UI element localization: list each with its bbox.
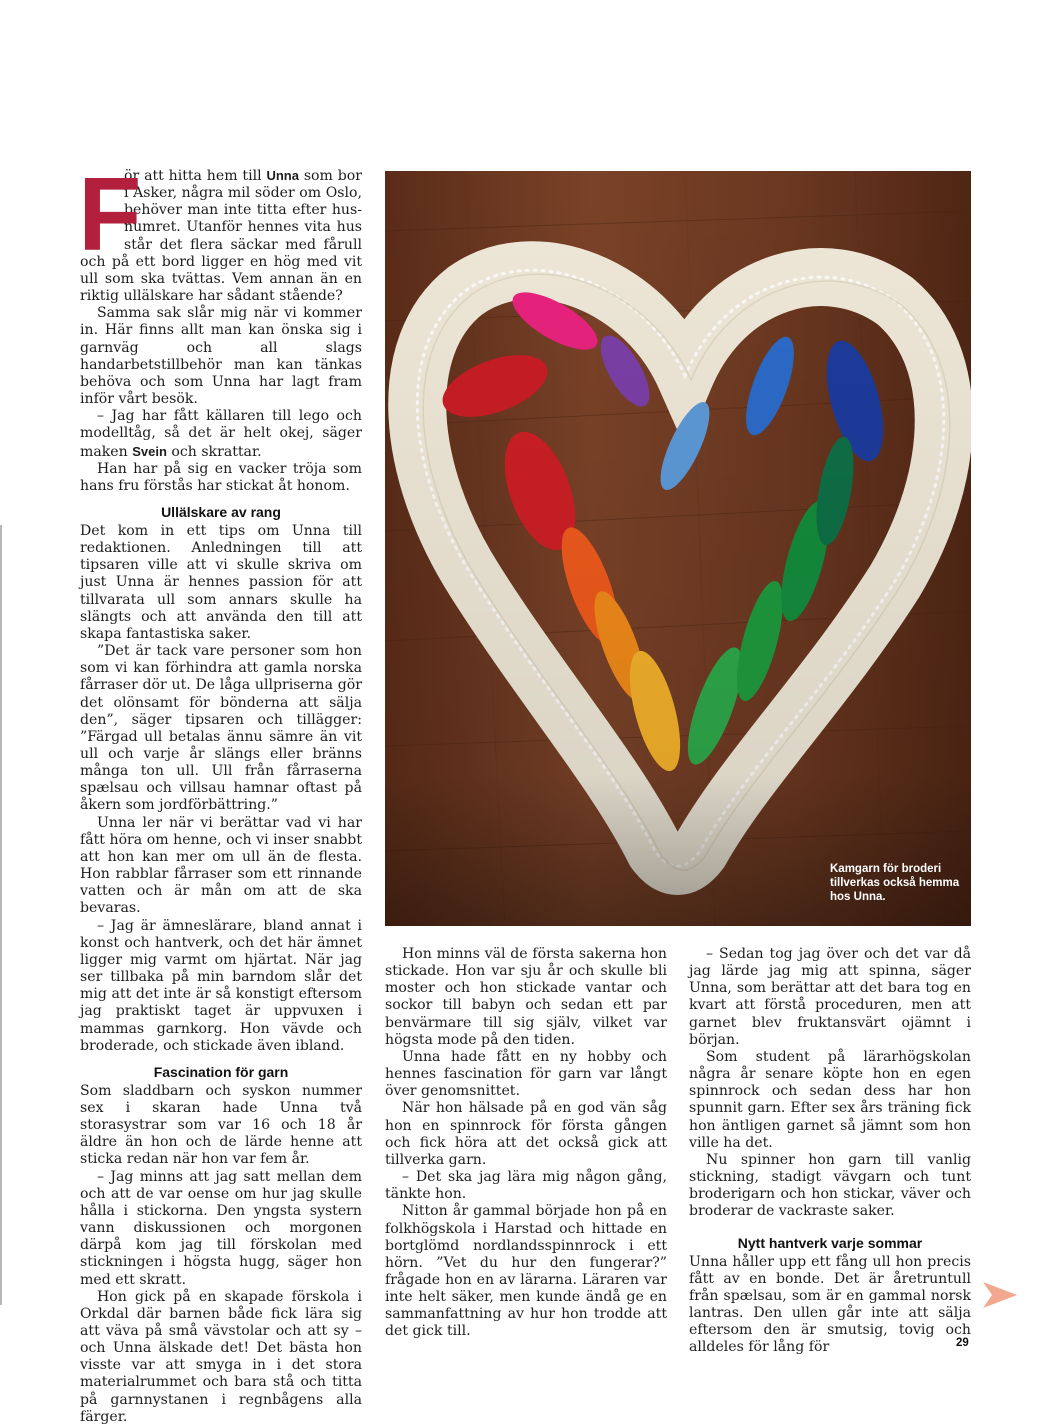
body-paragraph: – Sedan tog jag över och det var då jag lärde jag mig att spinna, säger Unna, som berättar att det bara tog en kvart att förstå proceduren, men att garnet blev fruktansvärt ojämnt i början. (689, 946, 971, 1048)
body-paragraph: – Det ska jag lära mig någon gång, tänkte hon. (385, 1169, 667, 1203)
page-number: 29 (956, 1337, 969, 1349)
intro-paragraph: F ör att hitta hem till Unna som bor i Asker, några mil söder om Oslo, behöver man inte titta efter husnumret. Utanför hennes vita hus står det flera säckar med fårull och på ett bord ligger en hög med vit ull som ska tvättas. Vem annan än en riktig ullälskare har sådant stående? (78, 157, 362, 305)
article-column-3 (689, 946, 971, 1356)
article-column-1 (78, 157, 362, 1426)
person-name-unna: Unna (266, 168, 299, 183)
drop-cap: F (78, 157, 142, 273)
body-paragraph: Som student på lärarhögskolan några år senare köpte hon en egen spinnrock och sedan dess har hon spunnit garn. Efter sex års träning fick hon äntligen garnet så jämnt som hon ville ha det. (689, 1048, 971, 1151)
margin-rule (0, 525, 2, 1305)
article-column-2 (385, 946, 667, 1341)
body-paragraph: Hon minns väl de första sakerna hon stickade. Hon var sju år och skulle bli moster och hon stickade vantar och sockor till babyn och sedan ett par benvärmare till sig själv, vilket var högsta mode på den tiden. (385, 946, 667, 1048)
photo-caption: Kamgarn för broderi tillverkas också hemma hos Unna. (830, 863, 960, 903)
body-paragraph: Unna hade fått en ny hobby och hennes fascination för garn var långt över genomsnittet. (385, 1048, 667, 1100)
body-paragraph: – Jag har fått källaren till lego och modelltåg, så det är helt okej, säger maken Svein och skrattar. (80, 408, 362, 460)
body-paragraph: Unna håller upp ett fång ull hon precis fått av en bonde. Det är åretruntull från spælsau, som är en gammal norsk lantras. Den ullen går inte att sälja eftersom den är smutsig, tovig och alldeles för lång för (689, 1253, 971, 1356)
section-heading: Ullälskare av rang (161, 503, 281, 520)
body-paragraph: När hon hälsade på en god vän såg hon en spinnrock för första gången och fick höra att det också gick att tillverka garn. (385, 1100, 667, 1168)
body-paragraph: Hon gick på en skapade förskola i Orkdal där barnen både fick lära sig att väva på små vävstolar och att sy – och Unna älskade det! Det bästa hon visste var att smyga in i det stora materialrummet och bara stå och titta på garnnystanen i regnbågens alla färger. (80, 1288, 362, 1425)
body-paragraph: ”Det är tack vare personer som hon som vi kan förhindra att gamla norska fårraser dör ut. De låga ullpriserna gör det olönsamt för bönderna att sälja den”, säger tipsaren och tillägger: ”Färgad ull betalas ännu sämre än vit ull och varje år slängs eller bränns många ton ull. Ull från fårraserna spælsau och villsau hamnar oftast på åkern som jordförbättring.” (80, 643, 362, 814)
body-paragraph: Det kom in ett tips om Unna till redaktionen. Anledningen till att tipsaren ville att vi skulle skriva om just Unna är hennes passion för att tillvarata ull som annars skulle ha slängts och att använda den till att skapa fantastiska saker. (80, 522, 362, 642)
yarn-heart-photo (385, 171, 971, 926)
body-paragraph: Samma sak slår mig när vi kommer in. Här finns allt man kan önska sig i garnväg och all slags handarbetstillbehör man kan tänkas behöva och som Unna har lagt fram inför vårt besök. (80, 305, 362, 408)
person-name-svein: Svein (132, 443, 167, 459)
body-paragraph: – Jag minns att jag satt mellan dem och att de var oense om hur jag skulle hålla i stickorna. Den yngsta systern vann diskussionen och morgonen därpå kom jag till förskolan med stickningen i högsta hugg, säger hon med ett skratt. (80, 1168, 362, 1288)
body-paragraph: Nitton år gammal började hon på en folkhögskola i Harstad och hittade en bortglömd nordlandsspinnrock i ett hörn. ”Vet du hur den fungerar?” frågade hon en av lärarna. Läraren var inte helt säker, men kunde ändå ge en sammanfattning av hur hon trodde att det gick till. (385, 1203, 667, 1340)
body-paragraph: Som sladdbarn och syskon nummer sex i skaran hade Unna två storasystrar som var 16 och 18 år äldre än hon och de lärde henne att sticka redan när hon var fem år. (80, 1082, 362, 1168)
body-paragraph: – Jag är ämneslärare, bland annat i konst och hantverk, och det här ämnet ligger mig varmt om hjärtat. När jag ser tillbaka på min barndom slår det mig att det inte är så konstigt eftersom jag praktiskt taget är uppvuxen i mammas garnkorg. Hon vävde och broderade, och stickade även ibland. (80, 917, 362, 1054)
section-heading: Fascination för garn (153, 1063, 289, 1080)
body-paragraph: Nu spinner hon garn till vanlig stickning, stadigt vävgarn och tunt broderigarn och hon stickar, väver och broderar de vackraste saker. (689, 1151, 971, 1220)
body-paragraph: Han har på sig en vacker tröja som hans fru förstås har stickat åt honom. (80, 460, 362, 494)
section-heading: Nytt hantverk varje sommar (737, 1234, 923, 1251)
body-paragraph: Unna ler när vi berättar vad vi har fått höra om henne, och vi inser snabbt att hon kan mer om ull än de flesta. Hon rabblar fårraser som ett rinnande vatten och är mån om att de ska bevaras. (80, 814, 362, 917)
yarn-heart-illustration (385, 171, 971, 926)
continue-arrow-icon (983, 1282, 1017, 1308)
